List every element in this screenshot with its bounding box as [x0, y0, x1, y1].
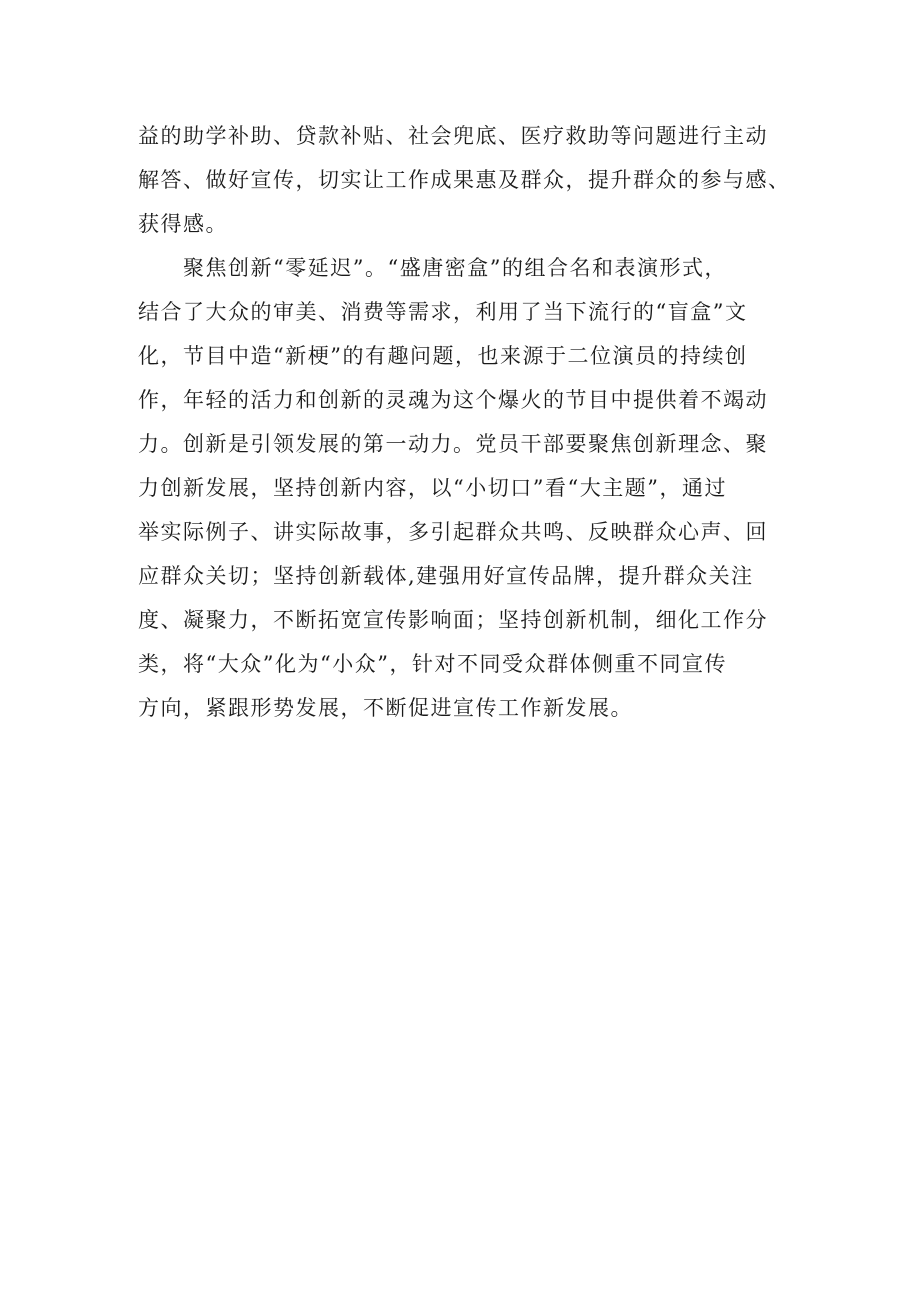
text-line: 力。创新是引领发展的第一动力。党员干部要聚焦创新理念、聚 — [138, 432, 768, 456]
paragraph-2 — [138, 246, 818, 730]
text-line: 益的助学补助、贷款补贴、社会兜底、医疗救助等问题进行主动 — [138, 124, 768, 148]
text-line: 获得感。 — [138, 212, 228, 236]
text-line: 应群众关切；坚持创新载体,建强用好宣传品牌，提升群众关注 — [138, 564, 754, 588]
text-line: 化，节目中造“新梗”的有趣问题，也来源于二位演员的持续创 — [138, 344, 748, 368]
text-line: 类，将“大众”化为“小众”，针对不同受众群体侧重不同宣传 — [138, 652, 727, 676]
text-line: 作，年轻的活力和创新的灵魂为这个爆火的节目中提供着不竭动 — [138, 388, 768, 412]
body-text — [138, 114, 818, 730]
text-line: 度、凝聚力，不断拓宽宣传影响面；坚持创新机制，细化工作分 — [138, 608, 768, 632]
text-line: 解答、做好宣传，切实让工作成果惠及群众，提升群众的参与感、 — [138, 168, 791, 192]
text-line: 力创新发展，坚持创新内容，以“小切口”看“大主题”，通过 — [138, 476, 727, 500]
text-line: 举实际例子、讲实际故事，多引起群众共鸣、反映群众心声、回 — [138, 520, 768, 544]
text-line: 聚焦创新“零延迟”。“盛唐密盒”的组合名和表演形式， — [138, 256, 727, 280]
text-line: 方向，紧跟形势发展，不断促进宣传工作新发展。 — [138, 696, 633, 720]
text-line: 结合了大众的审美、消费等需求，利用了当下流行的“盲盒”文 — [138, 300, 748, 324]
paragraph-1 — [138, 114, 818, 246]
